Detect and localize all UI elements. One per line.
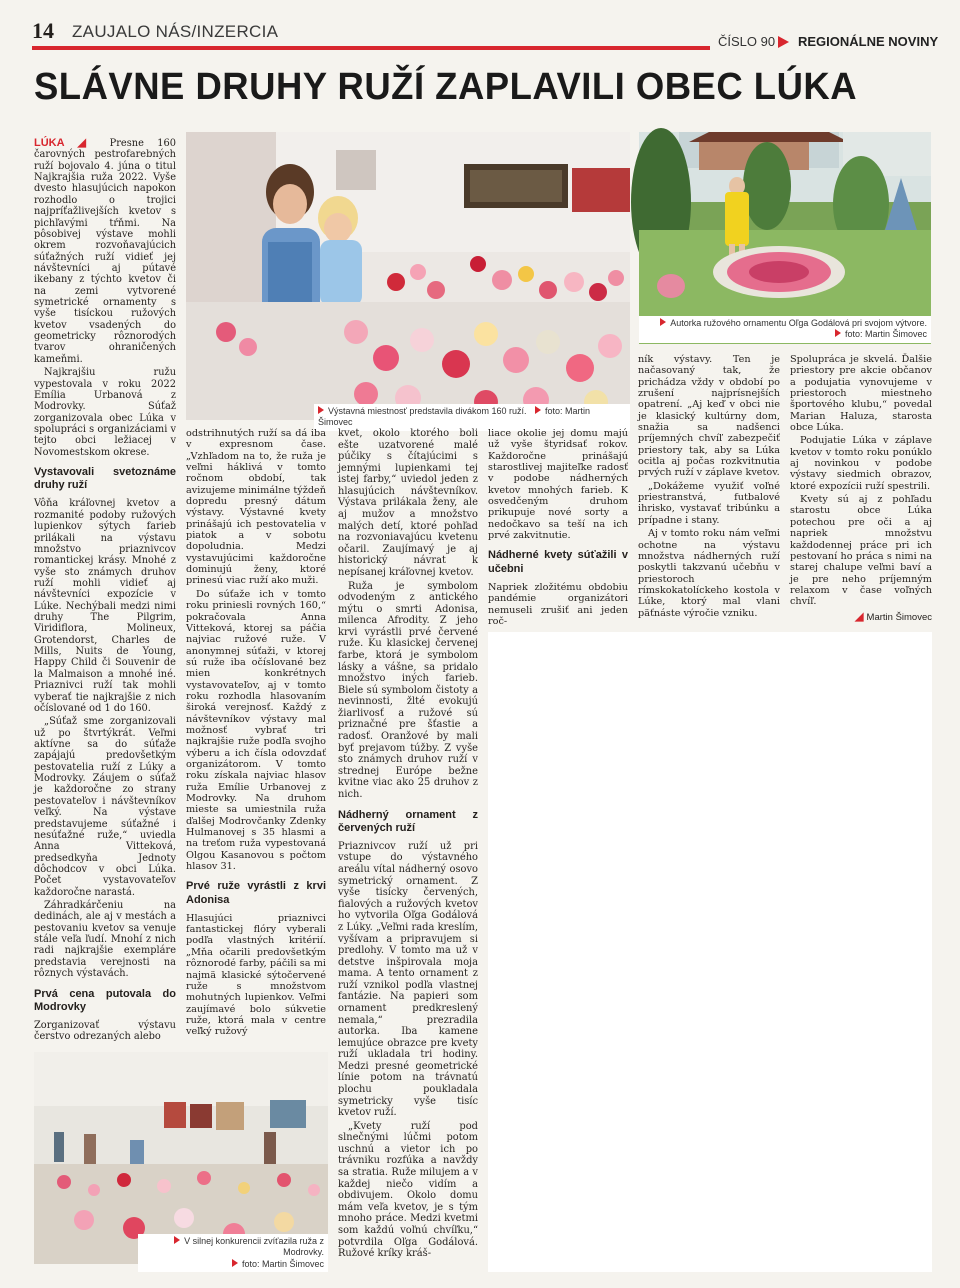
article-column-5	[638, 354, 780, 628]
garden-photo-caption: Autorka ružového ornamentu Oľga Godálová pri svojom výtvore. foto: Martin Šimovec	[639, 316, 931, 343]
article-column-6	[790, 354, 932, 628]
triangle-icon	[174, 1236, 180, 1244]
author-signature: ◢ Martin Šimovec	[855, 610, 932, 623]
paragraph: Priaznivcov ruží už pri vstupe do výstavného areálu vítal nádherný osovo symetrický ornament. Z vyše tisícky červených, fialových a ružových kvetov ho vytvorila Oľga Godálová z Lúky. „Veľmi rada kreslím, vyšívam a pripravujem si predlohy. V tomto ma už v detstve inšpirovala moja mama. A tento ornament z ruží vznikol podľa vlastnej fantázie. Na papieri som ornament predkreslený nemala,“ prezradila autorka. Iba kamene lemujúce obrazce pre kvety ruží ukladala tri hodiny. Medzi presné geometrické línie potom na trávnatú plochu poukladala symetricky vyše tisíc kvetov ruží.	[338, 840, 478, 1119]
triangle-icon: ◢	[64, 137, 110, 149]
exhibition-photo	[186, 132, 630, 428]
paragraph: Najkrajšiu ružu vypestovala v roku 2022 Emília Urbanová z Modrovky. Súťaž zorganizovala obec Lúka v spolupráci s organizáciami v tejto obci ležiacej v Novomestskom okrese.	[34, 367, 176, 458]
paragraph: Aj v tomto roku nám veľmi ochotne na výstavu množstva nádherných ruží poskytli takzvanú učebňu v priestoroch rímskokatolíckeho kostola v Lúke, ktorý mal vlani päťnáste výročie vzniku.	[638, 528, 780, 619]
page-number: 14	[32, 18, 54, 43]
subheading: Vystavovali svetoznáme druhy ruží	[34, 466, 176, 492]
paragraph: Hlasujúci priaznivci fantastickej flóry vyberali podľa vlastných kritérií. „Mňa očarili predovšetkým rôznorodé farby, páčili sa mi najmä klasické sýtočervené ruže s množstvom mohutných lupienkov. Veľmi zaujímavé bolo súkvetie ruže, ktorá mala v centre veľký ružový	[186, 912, 326, 1038]
classroom-photo	[34, 1052, 328, 1269]
subheading: Prvá cena putovala do Modrovky	[34, 987, 176, 1013]
paragraph: Napriek zložitému obdobiu pandémie organizátori nemuseli zrušiť ani jeden roč-	[488, 581, 628, 627]
paragraph: Ruža je symbolom odvodeným z antického mýtu o smrti Adonisa, milenca Afrodity. Z jeho krvi vyrástli prvé červené ruže. Ku klasickej červenej farbe, ktorá je symbolom lásky a vášne, sa pridalo množstvo iných farieb. Biele sú symbolom čistoty a nevinnosti, žlté evokujú žiarlivosť a ružové sú priznačné pre šťastie a radosť. Oranžové by mali byť prejavom túžby. Z vyše sto známych druhov ruží v strednej Európe bežne kvitne viac ako 25 druhov z nich.	[338, 580, 478, 800]
triangle-icon	[318, 406, 324, 414]
paragraph: „Dokážeme využiť voľné priestranstvá, futbalové ihrisko, vystavať tribúnku a prípadne i stany.	[638, 480, 780, 526]
subheading: Nádherný ornament z červených ruží	[338, 808, 478, 834]
paragraph: Vôňa kráľovnej kvetov a rozmanité podoby ružových lupienkov sýtych farieb prilákali na výstavu množstvo priaznivcov romantickej krásy. Mnohé z vyše sto známych druhov ruží mohli vidieť aj návštevníci expozície v Lúke. Nechýbali medzi nimi druhy The Pilgrim, Viridiflora, Molineux, Grotendorst, Charles de Mills, Nuits de Young, Happy Child či Souvenir de la Malmaison a mnohé iné. Priaznivci ruží tak mohli vyberať tie najkrajšie z nich očíslované od 1 do 160.	[34, 498, 176, 714]
paragraph: liace okolie jej domu majú už vyše štyridsať rokov. Každoročne prinášajú starostlivej majiteľke radosť v podobe nádherných kvetov mnohých farieb. K osvedčeným druhom prikupuje nové sorty a nedočkavo sa teší na ich prvé zakvitnutie.	[488, 428, 628, 542]
triangle-icon	[535, 406, 541, 414]
main-photo-caption: Výstavná miestnosť predstavila divákom 160 ruží. foto: Martin Šimovec	[314, 404, 630, 431]
subheading: Prvé ruže vyrástli z krvi Adonisa	[186, 880, 326, 906]
paragraph: odstrihnutých ruží sa dá iba v expresnom čase. „Vzhľadom na to, že ruža je veľmi háklivá v tomto ročnom období, tak avizujeme minimálne týždeň dopredu presný dátum výstavy. Výstavné kvety prinášajú ich pestovatelia v piatok a v sobotu dopoludnia. Medzi vystavujúcimi každoročne dominujú ženy, ktoré prinesú viac ruží ako muži.	[186, 428, 326, 587]
paragraph: Do súťaže ich v tomto roku priniesli rovných 160,“ pokračovala Anna Vitteková, ktorej sa páčia najviac ružové ruže. V anonymnej súťaži, v ktorej sú ruže iba očíslované bez mien konkrétnych vystavovateľov, aj v tomto roku rozhodla hlasovaním široká verejnosť. Každý z návštevníkov výstavy mal možnosť vybrať tri najkrajšie ruže podľa svojho výberu a ich čísla odovzdať organizátorom. V tomto roku získala najviac hlasov ruža Emílie Urbanovej z Modrovky. Na druhom mieste sa umiestnila ruža ďalšej Modrovčanky Zdenky Hulmanovej s 35 hlasmi a na treťom ruža vypestovaná Olgou Kasanovou s počtom hlasov 31.	[186, 588, 326, 873]
article-column-2	[186, 428, 326, 1044]
article-column-3	[338, 428, 478, 1276]
paragraph: ník výstavy. Ten je načasovaný tak, že prichádza vždy v období po zrušení najprísnejších opatrení. „Aj keď v obci nie je klasický kultúrny dom, snažia sa nadšenci príjemných chvíľ zabezpečiť priestory tak, aby sa Lúka ocitla aj počas rozkvitnutia prvých ruží v záplave kvetov.	[638, 354, 780, 479]
dateline: LÚKA	[34, 137, 65, 149]
triangle-icon	[778, 36, 789, 48]
garden-photo-illustration	[639, 132, 931, 344]
exhibition-photo-illustration	[186, 132, 630, 420]
paragraph: Kvety sú aj z pohľadu starostu obce Lúka potechou pre oči a aj napriek množstvu každodennej práce pri ich pestovaní ho práca s nimi na starej chalupe veľmi baví a je pre neho príjemným relaxom v čase voľných chvíľ.	[790, 494, 932, 608]
triangle-icon: ◢	[855, 610, 867, 623]
article-column-4	[488, 428, 628, 628]
subheading: Nádherné kvety súťažili v učebni	[488, 549, 628, 575]
header-rule	[32, 46, 710, 50]
classroom-photo-illustration	[34, 1052, 328, 1264]
bottom-photo-caption: V silnej konkurencii zvíťazila ruža z Modrovky. foto: Martin Šimovec	[138, 1234, 328, 1272]
section-label: ZAUJALO NÁS/INZERCIA	[72, 22, 279, 41]
triangle-icon	[660, 318, 666, 326]
garden-photo	[639, 132, 931, 344]
paragraph: Záhradkárčeniu na dedinách, ale aj v mestách a pestovaniu kvetov sa venuje stále veľa ľudí. Mnohí z nich radi najkrajšie exempláre predstavia verejnosti na rôznych výstavách.	[34, 900, 176, 980]
newspaper-name: REGIONÁLNE NOVINY	[798, 34, 939, 49]
paragraph: „Súťaž sme zorganizovali už po štvrtýkrát. Veľmi aktívne sa do súťaže zapájajú predovšetkým pestovatelia ruží z Lúky a Modrovky. Záujem o súťaž je každoročne zo strany pestovateľov i návštevníkov veľký. Na výstave predstavujeme súťažné i nesúťažné ruže,“ uviedla Anna Vitteková, predsedkyňa Jednoty dôchodcov v obci Lúka. Počet vystavovateľov každoročne narastá.	[34, 716, 176, 898]
paragraph: Spolupráca je skvelá. Ďalšie priestory pre akcie občanov a podujatia vynovujeme v priestoroch miestneho športového klubu,“ povedal Marian Haluza, starosta obce Lúka.	[790, 354, 932, 434]
triangle-icon	[232, 1259, 238, 1267]
paragraph: Podujatie Lúka v záplave kvetov v tomto roku ponúklo aj novinkou v podobe výstavy siedmich obrazov, ktoré expozícii ruží spestrili.	[790, 435, 932, 492]
triangle-icon	[835, 329, 841, 337]
article-column-1	[34, 136, 176, 1042]
issue-number: ČÍSLO 90	[718, 34, 776, 49]
article-headline: SLÁVNE DRUHY RUŽÍ ZAPLAVILI OBEC LÚKA	[34, 66, 858, 108]
paragraph: „Kvety ruží pod slnečnými lúčmi potom uschnú a vietor ich po trávniku rozfúka a navždy sa stratia. Ruže milujem a v každej niečo vidím a obdivujem. Okolo domu mám veľa kvetov, je s tým mnoho práce. Medzi kvetmi som každú voľnú chvíľku,“ potvrdila Oľga Godálová. Ružové kríky kráš-	[338, 1120, 478, 1260]
paragraph: Zorganizovať výstavu čerstvo odrezaných alebo	[34, 1019, 176, 1043]
paragraph: kvet, okolo ktorého boli ešte uzatvorené malé púčiky s čítajúcimi s jemnými lupienkami tej istej farby,“ uviedol jeden z hlasujúcich návštevníkov. Výstava prilákala ženy, ale aj mužov a množstvo malých detí, ktoré pohľad na rozvoniavajúcu kvetenu očaril. Zaujímavý je aj historický návrat k nepísanej kráľovnej kvetov.	[338, 428, 478, 578]
blank-ad-space	[488, 632, 932, 1272]
paragraph-lead: LÚKA ◢ Presne 160 čarovných pestrofarebných ruží bojovalo 4. júna o titul Najkrajšia ruža 2022. Vyše dvesto hlasujúcich napokon rozhodlo o trojici najpríťažlivejších kvetov s pichľavými tŕňmi. Na pôsobivej výstave mohli okrem rozvoňavajúcich súťažných ruží vidieť jej návštevníci aj pútavé ikebany z týchto kvetov či na zemi vytvorené symetrické ornamenty s vyše tisíckou ružových kvetov vsadených do geometricky rôznorodých tvarov ohraničených kameňmi.	[34, 137, 176, 365]
